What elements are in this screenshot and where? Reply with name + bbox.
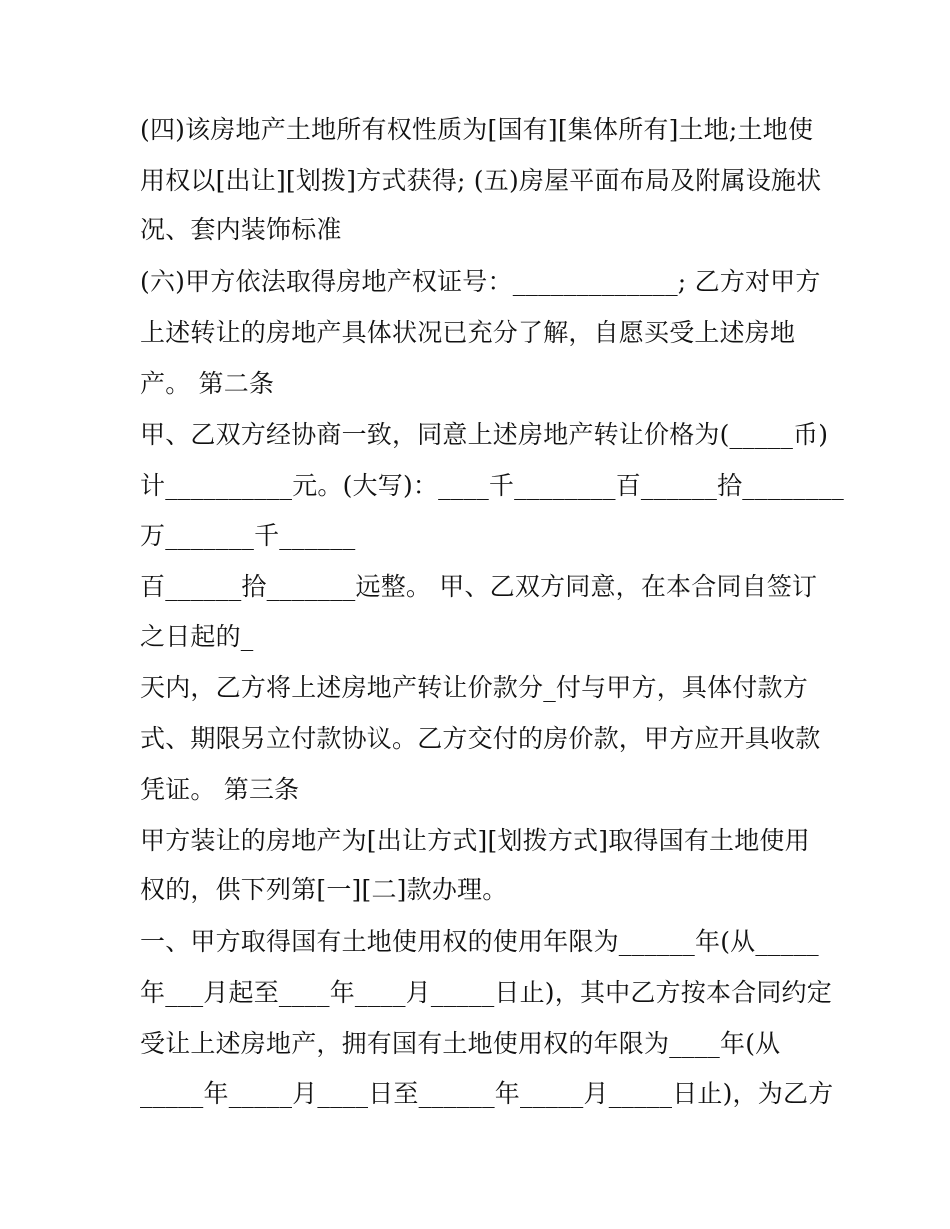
text-line: 凭证。 第三条 <box>140 775 300 804</box>
text-line: 之日起的_ <box>140 622 254 651</box>
text-line: 一、甲方取得国有土地使用权的使用年限为______年(从_____ <box>140 927 819 956</box>
text-line: 百______拾_______远整。 甲、乙双方同意，在本合同自签订 <box>140 572 818 601</box>
text-line: 天内，乙方将上述房地产转让价款分_付与甲方，具体付款方 <box>140 673 808 702</box>
text-line: 年___月起至____年____月_____日止)，其中乙方按本合同约定 <box>140 978 832 1007</box>
text-line: 式、期限另立付款协议。乙方交付的房价款，甲方应开具收款 <box>140 724 821 753</box>
text-line: 受让上述房地产，拥有国有土地使用权的年限为____年(从 <box>140 1029 781 1058</box>
text-line: (四)该房地产土地所有权性质为[国有][集体所有]土地;土地使 <box>140 115 814 144</box>
text-line: 况、套内装饰标准 <box>140 215 342 244</box>
text-line: 用权以[出让][划拨]方式获得; (五)房屋平面布局及附属设施状 <box>140 166 822 195</box>
text-line: _____年_____月____日至______年_____月_____日止)，为乙方 <box>140 1079 834 1108</box>
text-line: 万_______千______ <box>140 521 356 550</box>
text-line: (六)甲方依法取得房地产权证号：_____________; 乙方对甲方 <box>140 267 821 296</box>
text-line: 计__________元。(大写)：____千________百______拾________ <box>140 471 844 500</box>
text-line: 产。 第二条 <box>140 369 275 398</box>
text-line: 权的，供下列第[一][二]款办理。 <box>140 875 508 904</box>
text-line: 甲、乙双方经协商一致，同意上述房地产转让价格为(_____币) <box>140 420 829 449</box>
text-line: 甲方装让的房地产为[出让方式][划拨方式]取得国有土地使用 <box>140 826 810 855</box>
text-line: 上述转让的房地产具体状况已充分了解，自愿买受上述房地 <box>140 318 796 347</box>
